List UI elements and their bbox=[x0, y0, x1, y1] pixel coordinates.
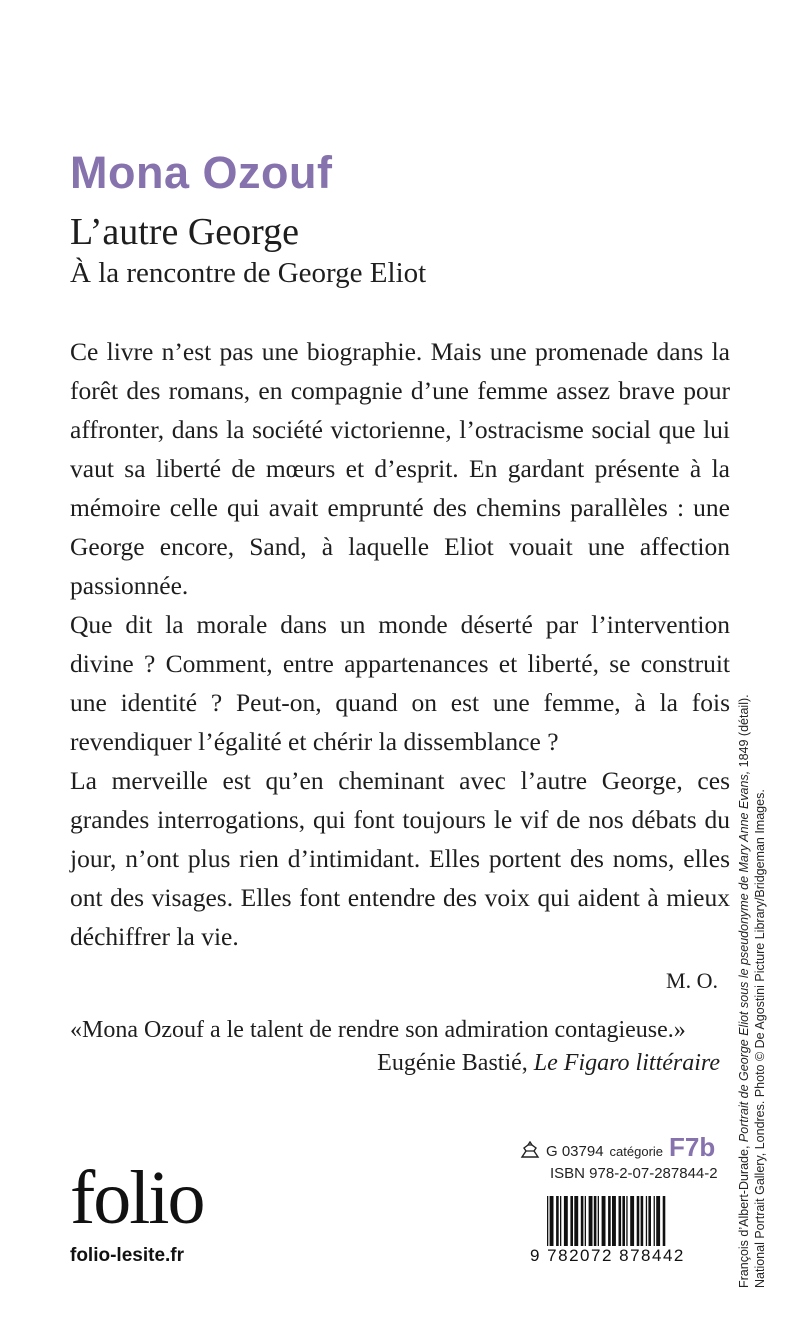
back-cover-blurb bbox=[70, 332, 730, 956]
barcode-bar bbox=[560, 1196, 561, 1246]
barcode-bar bbox=[556, 1196, 559, 1246]
barcode-bar bbox=[641, 1196, 644, 1246]
product-code-block bbox=[520, 1132, 720, 1182]
credit-date: 1849 (détail). bbox=[737, 694, 751, 768]
barcode-bar bbox=[612, 1196, 616, 1246]
publisher-website[interactable]: folio-lesite.fr bbox=[70, 1245, 185, 1266]
blurb-paragraph: La merveille est qu’en cheminant avec l’autre George, ces grandes interrogations, qui font toujours le vif de nos débats du jour, n’ont plus rien d’intimidant. Elles portent des noms, elles ont des visages. Elles font entendre des voix qui aident à mieux déchiffrer la vie. bbox=[70, 766, 730, 951]
review-publication: Le Figaro littéraire bbox=[533, 1050, 720, 1076]
folio-logo: folio bbox=[70, 1156, 204, 1240]
catalog-code: G 03794 bbox=[546, 1143, 604, 1160]
barcode-bar bbox=[630, 1196, 634, 1246]
barcode-bar bbox=[608, 1196, 611, 1246]
barcode-bar bbox=[654, 1196, 655, 1246]
gallimard-knight-icon bbox=[520, 1141, 540, 1159]
barcode-bar bbox=[637, 1196, 640, 1246]
barcode-bar bbox=[585, 1196, 586, 1246]
blurb-paragraph: Que dit la morale dans un monde déserté par l’intervention divine ? Comment, entre appartenances et liberté, se construit une identité ? Peut-on, quand on est une femme, à la fois revendiquer l’égalité et chérir la dissemblance ? bbox=[70, 610, 730, 756]
category-code: F7b bbox=[669, 1132, 716, 1162]
review-quote: «Mona Ozouf a le talent de rendre son admiration contagieuse.» bbox=[70, 1017, 686, 1043]
review-author: Eugénie Bastié, bbox=[377, 1050, 528, 1076]
barcode-bar bbox=[598, 1196, 599, 1246]
catalog-code-row bbox=[520, 1132, 720, 1163]
isbn: ISBN 978-2-07-287844-2 bbox=[550, 1165, 718, 1182]
barcode-bar bbox=[589, 1196, 593, 1246]
barcode bbox=[545, 1196, 721, 1282]
barcode-bar bbox=[602, 1196, 606, 1246]
blurb-signature: M. O. bbox=[666, 968, 718, 993]
barcode-number: 9 782072 878442 bbox=[530, 1246, 685, 1265]
barcode-bar bbox=[622, 1196, 625, 1246]
credit-work: Portrait de George Eliot sous le pseudonyme de Mary Anne Evans, bbox=[737, 770, 751, 1143]
barcode-bar bbox=[663, 1196, 666, 1246]
category-label: catégorie bbox=[609, 1144, 664, 1159]
barcode-bar bbox=[594, 1196, 597, 1246]
barcode-bar bbox=[646, 1196, 647, 1246]
barcode-bar bbox=[574, 1196, 578, 1246]
credit-artist: François d’Albert-Durade, bbox=[737, 1145, 751, 1288]
image-credit bbox=[736, 648, 786, 1288]
barcode-bar bbox=[550, 1196, 554, 1246]
barcode-bar bbox=[547, 1196, 548, 1246]
book-subtitle: À la rencontre de George Eliot bbox=[70, 257, 427, 289]
barcode-bar bbox=[626, 1196, 627, 1246]
barcode-bars bbox=[545, 1196, 721, 1246]
barcode-bar bbox=[564, 1196, 568, 1246]
credit-line-2: National Portrait Gallery, Londres. Photo © De Agostini Picture Library/Bridgeman Images. bbox=[753, 789, 767, 1288]
credit-line-1 bbox=[736, 648, 752, 1288]
barcode-bar bbox=[570, 1196, 573, 1246]
author-name: Mona Ozouf bbox=[70, 147, 333, 198]
barcode-bar bbox=[648, 1196, 651, 1246]
book-title: L’autre George bbox=[70, 211, 299, 253]
barcode-bar bbox=[581, 1196, 584, 1246]
barcode-bar bbox=[619, 1196, 622, 1246]
barcode-bar bbox=[656, 1196, 660, 1246]
review-source bbox=[120, 1050, 720, 1077]
blurb-paragraph: Ce livre n’est pas une biographie. Mais une promenade dans la forêt des romans, en compagnie d’une femme assez brave pour affronter, dans la société victorienne, l’ostracisme social que lui vaut sa liberté de mœurs et d’esprit. En gardant présente à la mémoire celle qui avait emprunté des chemins parallèles : une George encore, Sand, à laquelle Eliot vouait une affection passionnée. bbox=[70, 337, 730, 600]
